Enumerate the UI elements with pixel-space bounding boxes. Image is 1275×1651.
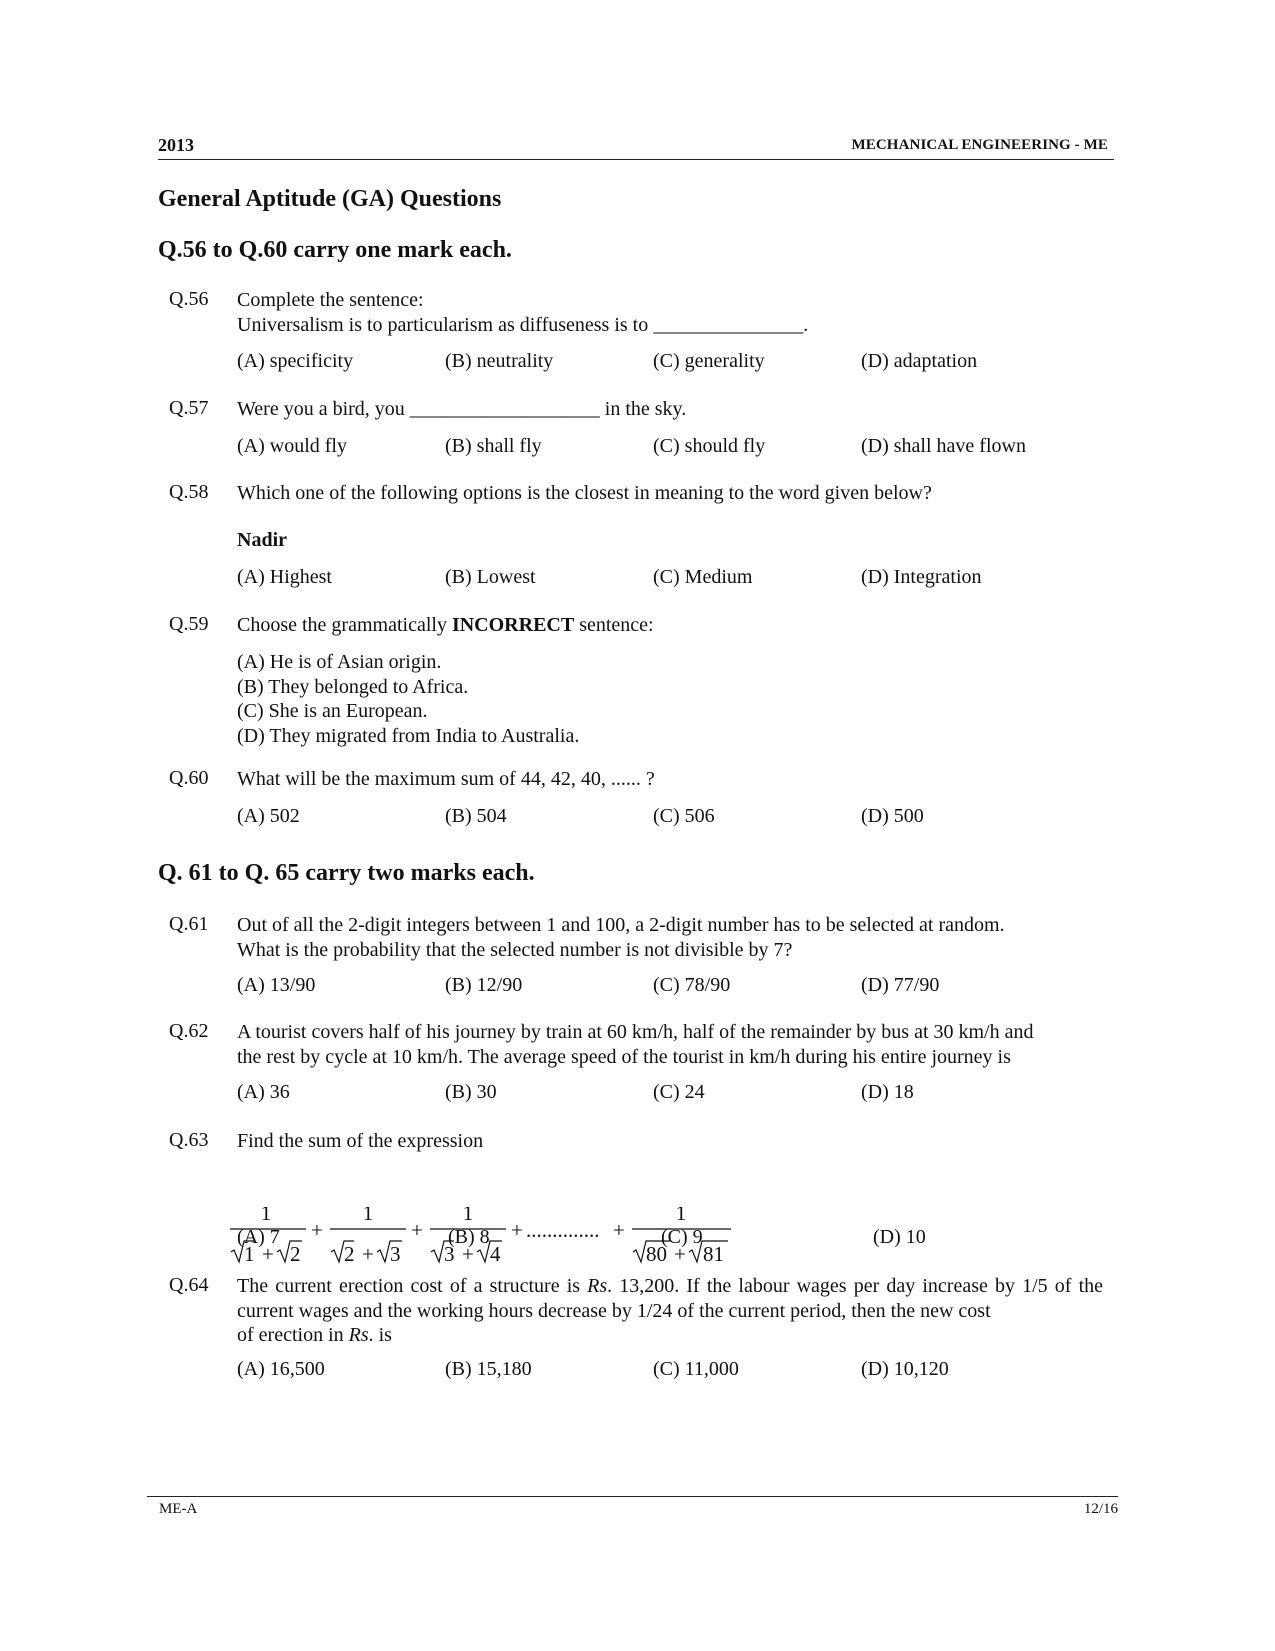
q62-number: Q.62 xyxy=(169,1020,209,1042)
q56-option-d: (D) adaptation xyxy=(861,350,978,372)
q59-option-c: (C) She is an European. xyxy=(237,700,428,722)
ga-section-title: General Aptitude (GA) Questions xyxy=(158,186,502,212)
q63-plus-between-4: + xyxy=(613,1218,625,1242)
q62-option-c: (C) 24 xyxy=(653,1081,705,1103)
q60-option-b: (B) 504 xyxy=(445,805,507,827)
q63-term2-b: 3 xyxy=(390,1242,401,1266)
q59-text-after: sentence: xyxy=(574,614,654,636)
paper-code: ME-A xyxy=(159,1501,198,1517)
q64-line3-b: . is xyxy=(368,1324,392,1346)
q59-text-bold: INCORRECT xyxy=(451,614,575,636)
q62-line2: the rest by cycle at 10 km/h. The average speed of the tourist in km/h during his entire journey is xyxy=(237,1045,1011,1068)
one-mark-heading: Q.56 to Q.60 carry one mark each. xyxy=(158,237,512,263)
q63-option-b: (B) 8 xyxy=(448,1226,490,1248)
q61-option-a: (A) 13/90 xyxy=(237,974,316,996)
q61-option-b: (B) 12/90 xyxy=(445,974,523,996)
q63-numerator-2: 1 xyxy=(362,1207,374,1225)
q64-line3-rs: Rs xyxy=(348,1324,369,1346)
q63-term2-a: 2 xyxy=(344,1242,355,1266)
q60-number: Q.60 xyxy=(169,767,209,789)
q57-option-b: (B) shall fly xyxy=(445,435,542,457)
q57-number: Q.57 xyxy=(169,397,209,419)
page-footer xyxy=(147,1496,1118,1521)
q59-option-d: (D) They migrated from India to Australia. xyxy=(237,724,580,747)
q63-plus-2: + xyxy=(362,1242,374,1266)
q63-term1-b: 2 xyxy=(290,1242,301,1266)
q60-option-d: (D) 500 xyxy=(861,805,924,827)
q63-plus-1: + xyxy=(262,1242,274,1266)
q63-dots: .............. xyxy=(526,1218,600,1242)
q56-text xyxy=(237,288,808,337)
two-marks-heading: Q. 61 to Q. 65 carry two marks each. xyxy=(158,860,535,886)
q63-text: Find the sum of the expression xyxy=(237,1130,484,1152)
q56-line2: Universalism is to particularism as diffuseness is to _______________. xyxy=(237,313,809,336)
exam-year: 2013 xyxy=(158,135,194,155)
q58-option-c: (C) Medium xyxy=(653,566,753,588)
q64-line2: the current wages and the working hours decrease by 1/24 of the current period, then the new cost xyxy=(237,1275,1104,1322)
q58-option-b: (B) Lowest xyxy=(445,566,536,588)
q62-line1: A tourist covers half of his journey by train at 60 km/h, half of the remainder by bus at 30 km/h and xyxy=(237,1021,1034,1043)
page-header xyxy=(158,131,1114,160)
q64-line3-a: of erection in xyxy=(237,1324,349,1346)
page-number: 12/16 xyxy=(1083,1501,1118,1517)
q61-number: Q.61 xyxy=(169,913,209,935)
q63-numerator-1: 1 xyxy=(260,1207,272,1225)
q64-option-a: (A) 16,500 xyxy=(237,1358,325,1380)
q56-option-b: (B) neutrality xyxy=(445,350,554,372)
q63-option-c: (C) 9 xyxy=(661,1226,703,1248)
q63-plus-between-1: + xyxy=(311,1218,323,1242)
q59-options xyxy=(237,650,579,748)
q64-option-b: (B) 15,180 xyxy=(445,1358,532,1380)
q58-option-a: (A) Highest xyxy=(237,566,332,588)
q58-text: Which one of the following options is the closest in meaning to the word given below? xyxy=(237,482,932,504)
q63-term3-b: 4 xyxy=(490,1242,501,1266)
q62-option-b: (B) 30 xyxy=(445,1081,497,1103)
q56-option-a: (A) specificity xyxy=(237,350,354,372)
q63-option-d: (D) 10 xyxy=(873,1226,926,1248)
q63-term4-a: 80 xyxy=(646,1242,667,1266)
q64-line3 xyxy=(237,1323,1103,1348)
q63-term1-a: 1 xyxy=(244,1242,255,1266)
q63-numerator-3: 1 xyxy=(462,1207,474,1225)
q63-number: Q.63 xyxy=(169,1129,209,1151)
q63-plus-3: + xyxy=(462,1242,474,1266)
q64-option-c: (C) 11,000 xyxy=(653,1358,739,1380)
q64-line1-b: . 13,200. If the labour wages per day increase by 1/5 of xyxy=(607,1275,1072,1297)
q63-term4-b: 81 xyxy=(703,1242,724,1266)
q56-number: Q.56 xyxy=(169,288,209,310)
q61-line1: Out of all the 2-digit integers between 1 and 100, a 2-digit number has to be selected at random. xyxy=(237,914,1005,936)
q58-word: Nadir xyxy=(237,529,287,551)
q59-number: Q.59 xyxy=(169,613,209,635)
q61-option-d: (D) 77/90 xyxy=(861,974,940,996)
q59-option-a: (A) He is of Asian origin. xyxy=(237,651,442,673)
q57-option-d: (D) shall have flown xyxy=(861,435,1026,457)
q63-plus-between-2: + xyxy=(411,1218,423,1242)
q56-line1: Complete the sentence: xyxy=(237,289,424,311)
q57-option-c: (C) should fly xyxy=(653,435,766,457)
q64-option-d: (D) 10,120 xyxy=(861,1358,949,1380)
q63-term3-a: 3 xyxy=(444,1242,455,1266)
q59-option-b: (B) They belonged to Africa. xyxy=(237,675,469,698)
q60-text: What will be the maximum sum of 44, 42, 40, ...... ? xyxy=(237,768,655,790)
q61-option-c: (C) 78/90 xyxy=(653,974,731,996)
q56-option-c: (C) generality xyxy=(653,350,765,372)
q63-option-a: (A) 7 xyxy=(237,1226,280,1248)
q61-line2: What is the probability that the selected number is not divisible by 7? xyxy=(237,938,793,961)
q59-text xyxy=(237,613,654,638)
q58-option-d: (D) Integration xyxy=(861,566,982,588)
q59-text-before: Choose the grammatically xyxy=(237,614,452,636)
q63-numerator-4: 1 xyxy=(675,1207,687,1225)
q62-option-d: (D) 18 xyxy=(861,1081,914,1103)
q64-text xyxy=(237,1274,1103,1348)
q57-option-a: (A) would fly xyxy=(237,435,347,457)
q64-line1 xyxy=(237,1275,1071,1297)
q57-text: Were you a bird, you ___________________ in the sky. xyxy=(237,398,687,420)
subject-title: MECHANICAL ENGINEERING - ME xyxy=(851,137,1108,153)
q64-number: Q.64 xyxy=(169,1274,209,1296)
q58-number: Q.58 xyxy=(169,481,209,503)
q62-option-a: (A) 36 xyxy=(237,1081,290,1103)
q61-text xyxy=(237,913,1103,962)
q62-text xyxy=(237,1020,1103,1069)
q64-line1-rs: Rs xyxy=(587,1275,608,1297)
q60-option-a: (A) 502 xyxy=(237,805,300,827)
q63-formula xyxy=(228,1207,788,1267)
q63-plus-between-3: + xyxy=(511,1218,523,1242)
q63-plus-4: + xyxy=(674,1242,686,1266)
q60-option-c: (C) 506 xyxy=(653,805,715,827)
q64-line1-a: The current erection cost of a structure is xyxy=(237,1275,588,1297)
